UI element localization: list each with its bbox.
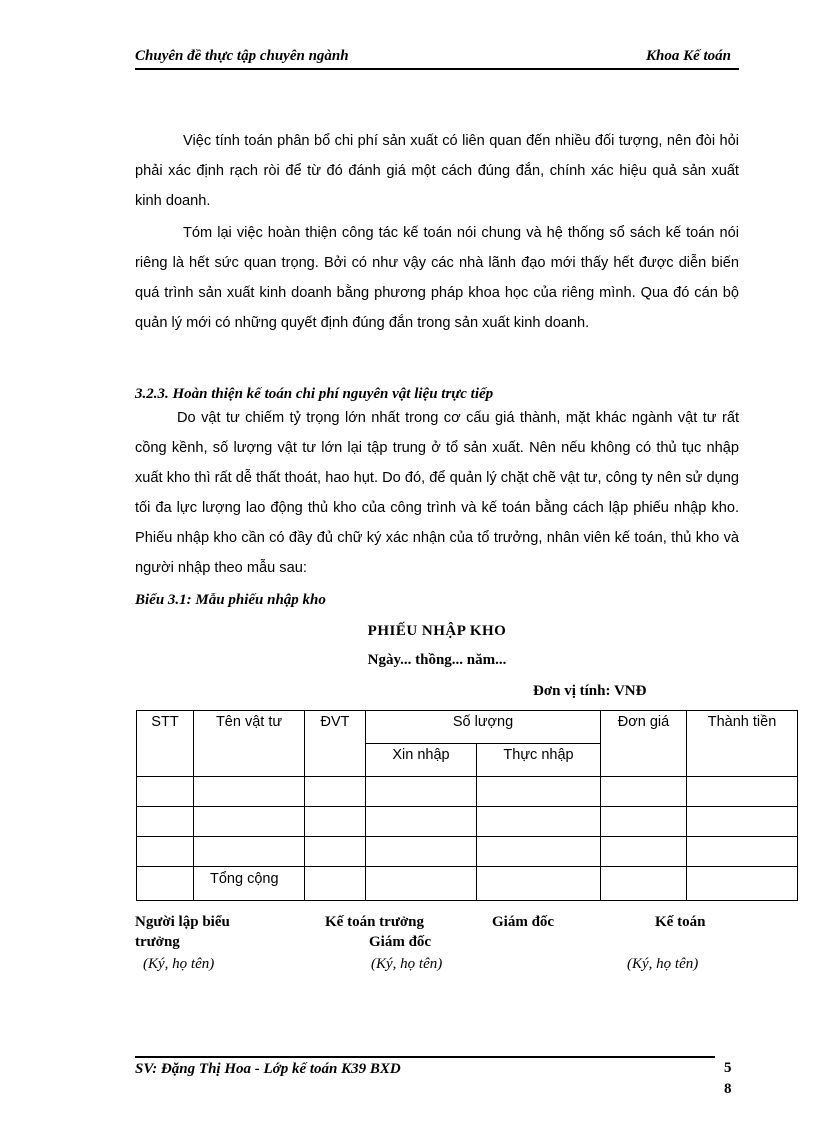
sig-preparer-line2: trưởng	[135, 934, 180, 950]
sig-chief-line2: Giám đốc	[369, 934, 432, 950]
header-department: Khoa Kế toán	[645, 48, 731, 64]
sig-director: Giám đốc	[492, 914, 555, 930]
col-amount: Thành tiền	[687, 711, 798, 777]
figure-caption: Biểu 3.1: Mẫu phiếu nhập kho	[135, 592, 326, 608]
col-quantity: Số lượng	[366, 711, 601, 744]
sign-hint-2: (Ký, họ tên)	[371, 956, 443, 972]
receipt-table	[136, 710, 798, 901]
col-unit: ĐVT	[305, 711, 366, 777]
page-number-digit-1: 5	[724, 1060, 732, 1076]
page-number-digit-2: 8	[724, 1081, 732, 1097]
total-label: Tổng cộng	[194, 867, 305, 901]
sign-hint-1: (Ký, họ tên)	[143, 956, 215, 972]
sig-preparer-line1: Người lập biểu	[135, 914, 230, 930]
section-heading: 3.2.3. Hoàn thiện kế toán chi phí nguyên vật liệu trực tiếp	[135, 386, 494, 402]
paragraph-2: Tóm lại việc hoàn thiện công tác kế toán nói chung và hệ thống sổ sách kế toán nói riêng là hết sức quan trọng. Bởi có như vậy các nhà lãnh đạo mới thấy hết được diễn biến quá trình sản xuất kinh doanh bằng phương pháp khoa học của riêng mình. Qua đó cán bộ quản lý mới có những quyết định đúng đắn trong sản xuất kinh doanh.	[135, 225, 739, 331]
currency-unit: Đơn vị tính: VNĐ	[533, 683, 647, 699]
col-stt: STT	[137, 711, 194, 777]
col-unit-price: Đơn giá	[601, 711, 687, 777]
table-row	[137, 807, 798, 837]
sig-chief-line1: Kế toán trưởng	[325, 914, 424, 930]
col-actual-qty: Thực nhập	[477, 744, 601, 777]
form-title: PHIẾU NHẬP KHO	[367, 623, 507, 639]
paragraph-1: Việc tính toán phân bổ chi phí sản xuất có liên quan đến nhiều đối tượng, nên đòi hỏi phải xác định rạch ròi để từ đó đánh giá một cách đúng đắn, chính xác hiệu quả sản xuất kinh doanh.	[135, 133, 739, 209]
page-header	[135, 46, 739, 70]
form-date-line: Ngày... thồng... năm...	[367, 652, 507, 668]
col-requested-qty: Xin nhập	[366, 744, 477, 777]
table-total-row	[137, 867, 798, 901]
table-row	[137, 777, 798, 807]
sig-accountant: Kế toán	[655, 914, 706, 930]
page-number	[724, 1058, 732, 1100]
section-body: Do vật tư chiếm tỷ trọng lớn nhất trong cơ cấu giá thành, mặt khác ngành vật tư rất cồng kềnh, số lượng vật tư lớn lại tập trung ở tổ sản xuất. Nên nếu không có thủ tục nhập xuất kho thì rất dễ thất thoát, hao hụt. Do đó, để quản lý chặt chẽ vật tư, công ty nên sử dụng tối đa lực lượng lao động thủ kho của công trình và kế toán bằng cách lập phiếu nhập kho. Phiếu nhập kho cần có đầy đủ chữ ký xác nhận của tổ trưởng, nhân viên kế toán, thủ kho và người nhập theo mẫu sau:	[135, 410, 739, 576]
sign-hint-3: (Ký, họ tên)	[627, 956, 699, 972]
footer-student: SV: Đặng Thị Hoa - Lớp kế toán K39 BXD	[135, 1061, 401, 1077]
table-header-row	[137, 711, 798, 744]
table-row	[137, 837, 798, 867]
header-title: Chuyên đề thực tập chuyên ngành	[135, 48, 349, 64]
page-footer	[135, 1056, 715, 1078]
col-item-name: Tên vật tư	[194, 711, 305, 777]
